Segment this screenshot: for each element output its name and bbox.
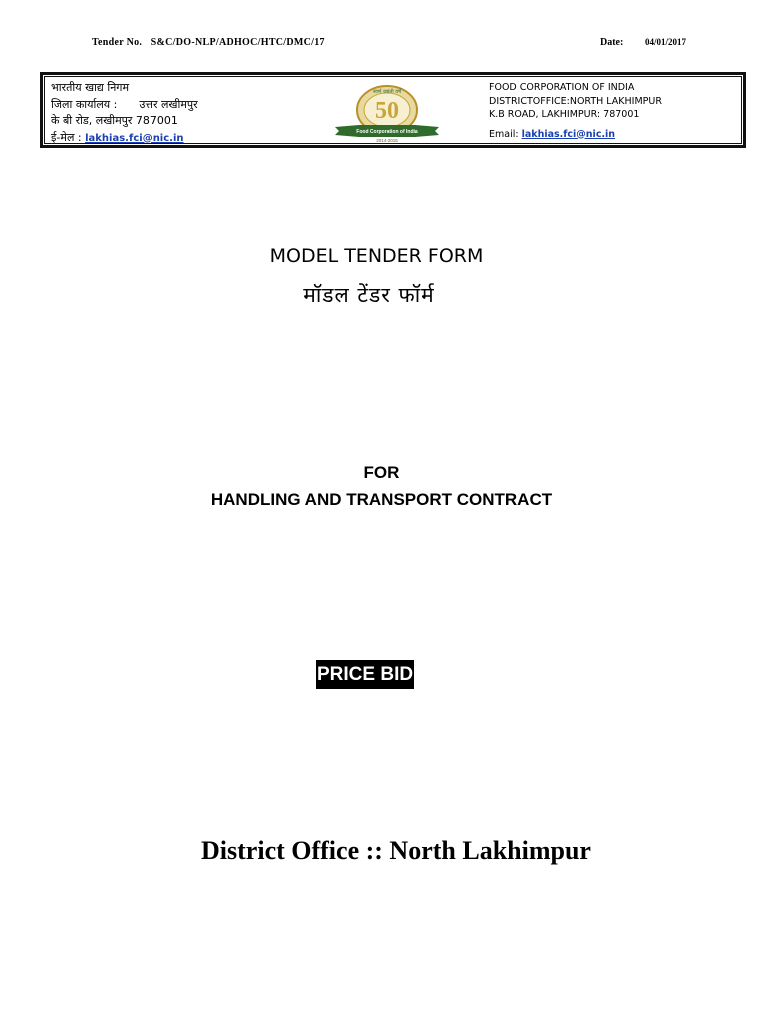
letterhead-hindi-block [51, 80, 198, 147]
document-title-hindi: मॉडल टेंडर फॉर्म [303, 283, 435, 307]
office-english: DISTRICTOFFICE:NORTH LAKHIMPUR [489, 95, 662, 107]
logo-banner-text: Food Corporation of India [356, 129, 418, 135]
tender-number-text: Tender No. S&C/DO-NLP/ADHOC/HTC/DMC/17 [92, 37, 325, 48]
email-row-hindi: ई-मेल : lakhias.fci@nic.in [51, 130, 184, 144]
address-hindi: के बी रोड, लखीमपुर 787001 [51, 114, 178, 127]
address-english: K.B ROAD, LAKHIMPUR: 787001 [489, 109, 640, 120]
document-title-english: MODEL TENDER FORM [269, 245, 484, 267]
district-office-heading: District Office :: North Lakhimpur [201, 836, 591, 865]
for-label: FOR [363, 463, 400, 482]
price-bid-label: PRICE BID [316, 660, 414, 689]
org-name-english: FOOD CORPORATION OF INDIA [489, 82, 635, 93]
logo-arc-text: स्वर्ण जयंती वर्ष [373, 89, 401, 95]
logo-number: 50 [375, 98, 399, 124]
date-value: 04/01/2017 [645, 37, 687, 47]
email-link-hindi[interactable]: lakhias.fci@nic.in [85, 132, 184, 144]
letterhead-box [40, 72, 746, 148]
tender-header-line [92, 37, 702, 51]
letterhead-english-block [489, 81, 662, 141]
logo-years: 2014-2015 [376, 138, 398, 143]
date-label: Date: [600, 37, 624, 48]
fci-golden-jubilee-logo [325, 81, 449, 143]
org-name-hindi: भारतीय खाद्य निगम [51, 81, 130, 94]
office-hindi: जिला कार्यालय : उत्तर लखीमपुर [51, 97, 198, 111]
email-link-english[interactable]: lakhias.fci@nic.in [521, 128, 616, 140]
contract-type-heading: HANDLING AND TRANSPORT CONTRACT [210, 490, 553, 509]
email-row-english: Email: lakhias.fci@nic.in [489, 128, 616, 140]
